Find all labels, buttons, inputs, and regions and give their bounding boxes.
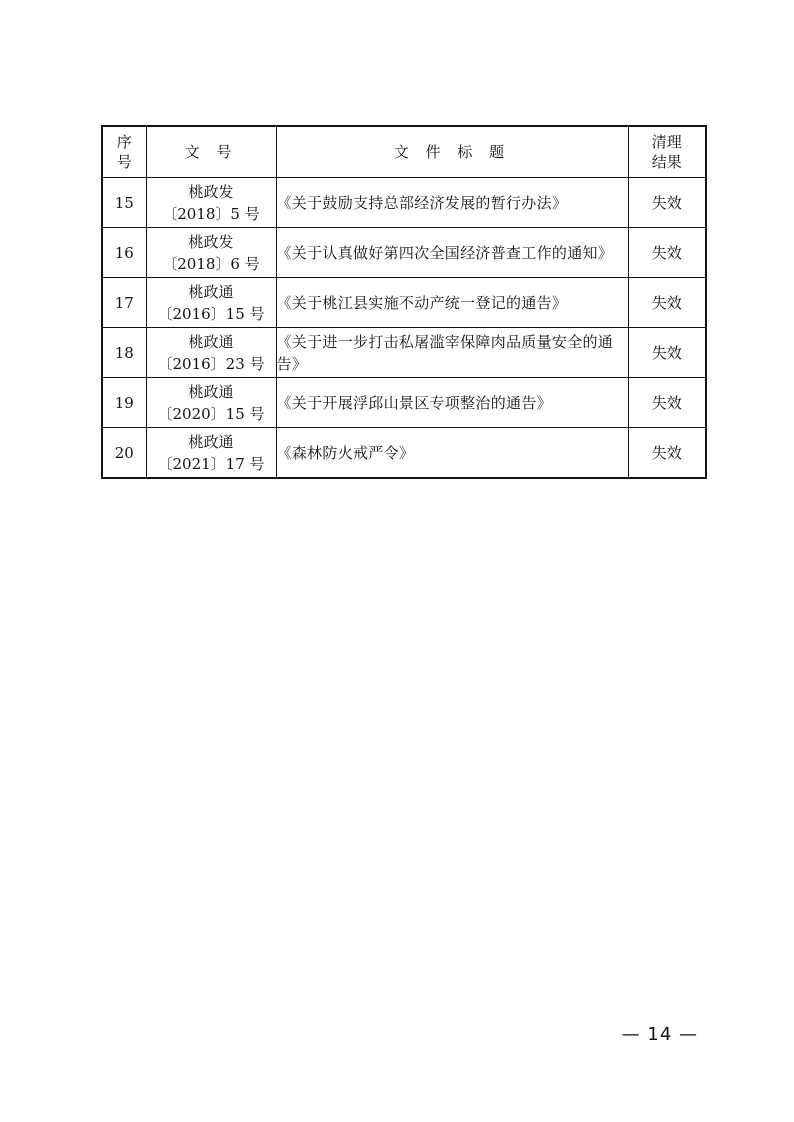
row-result: 失效 xyxy=(628,428,706,479)
table-row xyxy=(102,278,706,328)
header-seq: 序 号 xyxy=(102,126,146,178)
row-result: 失效 xyxy=(628,228,706,278)
row-seq: 20 xyxy=(102,428,146,479)
row-seq: 17 xyxy=(102,278,146,328)
row-seq: 15 xyxy=(102,178,146,228)
row-title: 《森林防火戒严令》 xyxy=(276,428,628,479)
table-row xyxy=(102,228,706,278)
row-title: 《关于认真做好第四次全国经济普查工作的通知》 xyxy=(276,228,628,278)
row-seq: 19 xyxy=(102,378,146,428)
header-result: 清理 结果 xyxy=(628,126,706,178)
header-doc-number: 文 号 xyxy=(146,126,276,178)
table-row xyxy=(102,378,706,428)
table-row xyxy=(102,428,706,479)
row-doc-number: 桃政通 〔2016〕15 号 xyxy=(146,278,276,328)
row-result: 失效 xyxy=(628,378,706,428)
row-title: 《关于开展浮邱山景区专项整治的通告》 xyxy=(276,378,628,428)
row-doc-number: 桃政发 〔2018〕5 号 xyxy=(146,178,276,228)
document-cleanup-table xyxy=(101,125,707,479)
row-result: 失效 xyxy=(628,178,706,228)
table-row xyxy=(102,328,706,378)
row-doc-number: 桃政发 〔2018〕6 号 xyxy=(146,228,276,278)
row-title: 《关于进一步打击私屠滥宰保障肉品质量安全的通告》 xyxy=(276,328,628,378)
header-title: 文 件 标 题 xyxy=(276,126,628,178)
table-header-row xyxy=(102,126,706,178)
row-seq: 16 xyxy=(102,228,146,278)
row-seq: 18 xyxy=(102,328,146,378)
row-title: 《关于鼓励支持总部经济发展的暂行办法》 xyxy=(276,178,628,228)
row-doc-number: 桃政通 〔2016〕23 号 xyxy=(146,328,276,378)
row-doc-number: 桃政通 〔2020〕15 号 xyxy=(146,378,276,428)
row-result: 失效 xyxy=(628,328,706,378)
row-result: 失效 xyxy=(628,278,706,328)
page-number: — 14 — xyxy=(621,1024,698,1045)
row-title: 《关于桃江县实施不动产统一登记的通告》 xyxy=(276,278,628,328)
table-row xyxy=(102,178,706,228)
row-doc-number: 桃政通 〔2021〕17 号 xyxy=(146,428,276,479)
